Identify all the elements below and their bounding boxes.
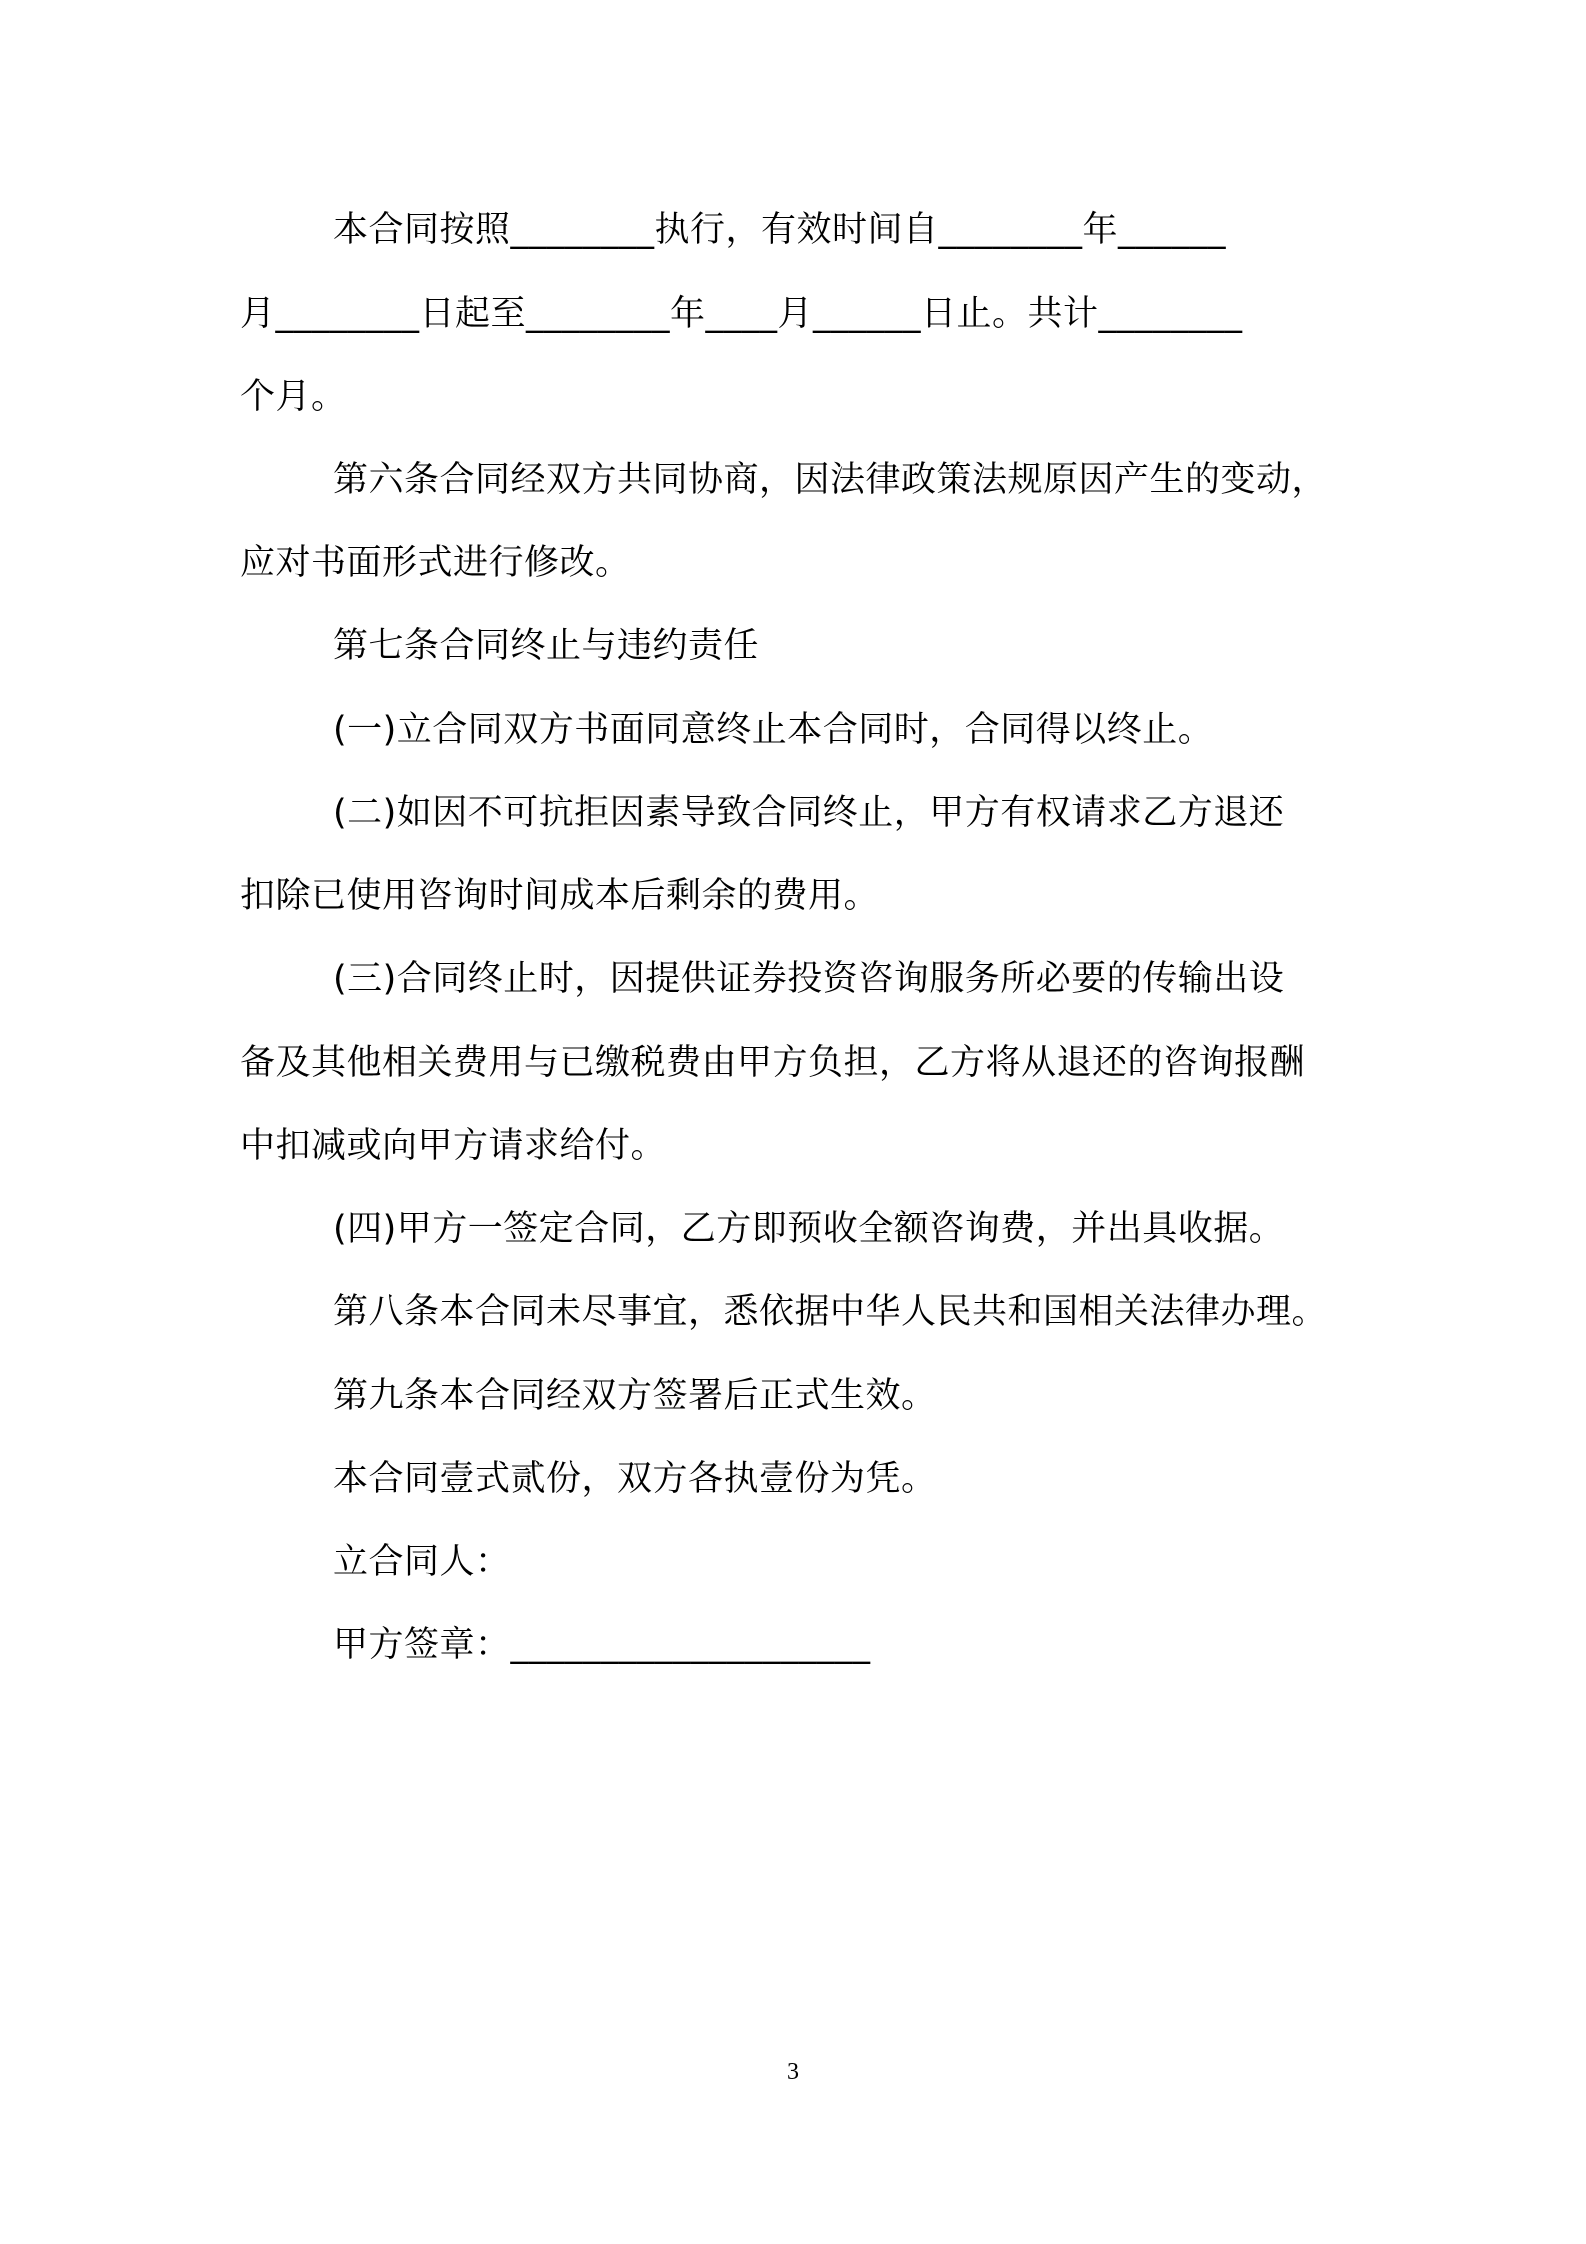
- article-7-clause-3-line-1: (三)合同终止时，因提供证券投资咨询服务所必要的传输出设: [333, 959, 1285, 999]
- article-9: 第九条本合同经双方签署后正式生效。: [333, 1376, 937, 1416]
- article-7-clause-2-line-2: 扣除已使用咨询时间成本后剩余的费用。: [240, 876, 880, 916]
- article-7-clause-2-line-1: (二)如因不可抗拒因素导致合同终止，甲方有权请求乙方退还: [333, 793, 1285, 833]
- article-7-clause-1: (一)立合同双方书面同意终止本合同时，合同得以终止。: [333, 710, 1214, 750]
- page-number: 3: [787, 2059, 799, 2085]
- article-7-clause-3-line-2: 备及其他相关费用与已缴税费由甲方负担，乙方将从退还的咨询报酬: [240, 1043, 1306, 1083]
- text-line-2: 月________日起至________年____月______日止。共计________: [240, 294, 1243, 334]
- party-a-signature-line: 甲方签章：____________________: [333, 1625, 871, 1665]
- article-8: 第八条本合同未尽事宜，悉依据中华人民共和国相关法律办理。: [333, 1292, 1328, 1332]
- article-7-clause-3-line-3: 中扣减或向甲方请求给付。: [240, 1126, 667, 1166]
- article-7-clause-4: (四)甲方一签定合同，乙方即预收全额咨询费，并出具收据。: [333, 1209, 1285, 1249]
- contracting-parties-label: 立合同人：: [333, 1542, 511, 1582]
- copies-statement: 本合同壹式贰份，双方各执壹份为凭。: [333, 1459, 937, 1499]
- article-6-line-2: 应对书面形式进行修改。: [240, 543, 631, 583]
- text-line-3: 个月。: [240, 377, 347, 417]
- article-6-line-1: 第六条合同经双方共同协商，因法律政策法规原因产生的变动，: [333, 460, 1328, 500]
- article-7-heading: 第七条合同终止与违约责任: [333, 626, 760, 666]
- text-line-1: 本合同按照________执行，有效时间自________年______: [333, 210, 1227, 250]
